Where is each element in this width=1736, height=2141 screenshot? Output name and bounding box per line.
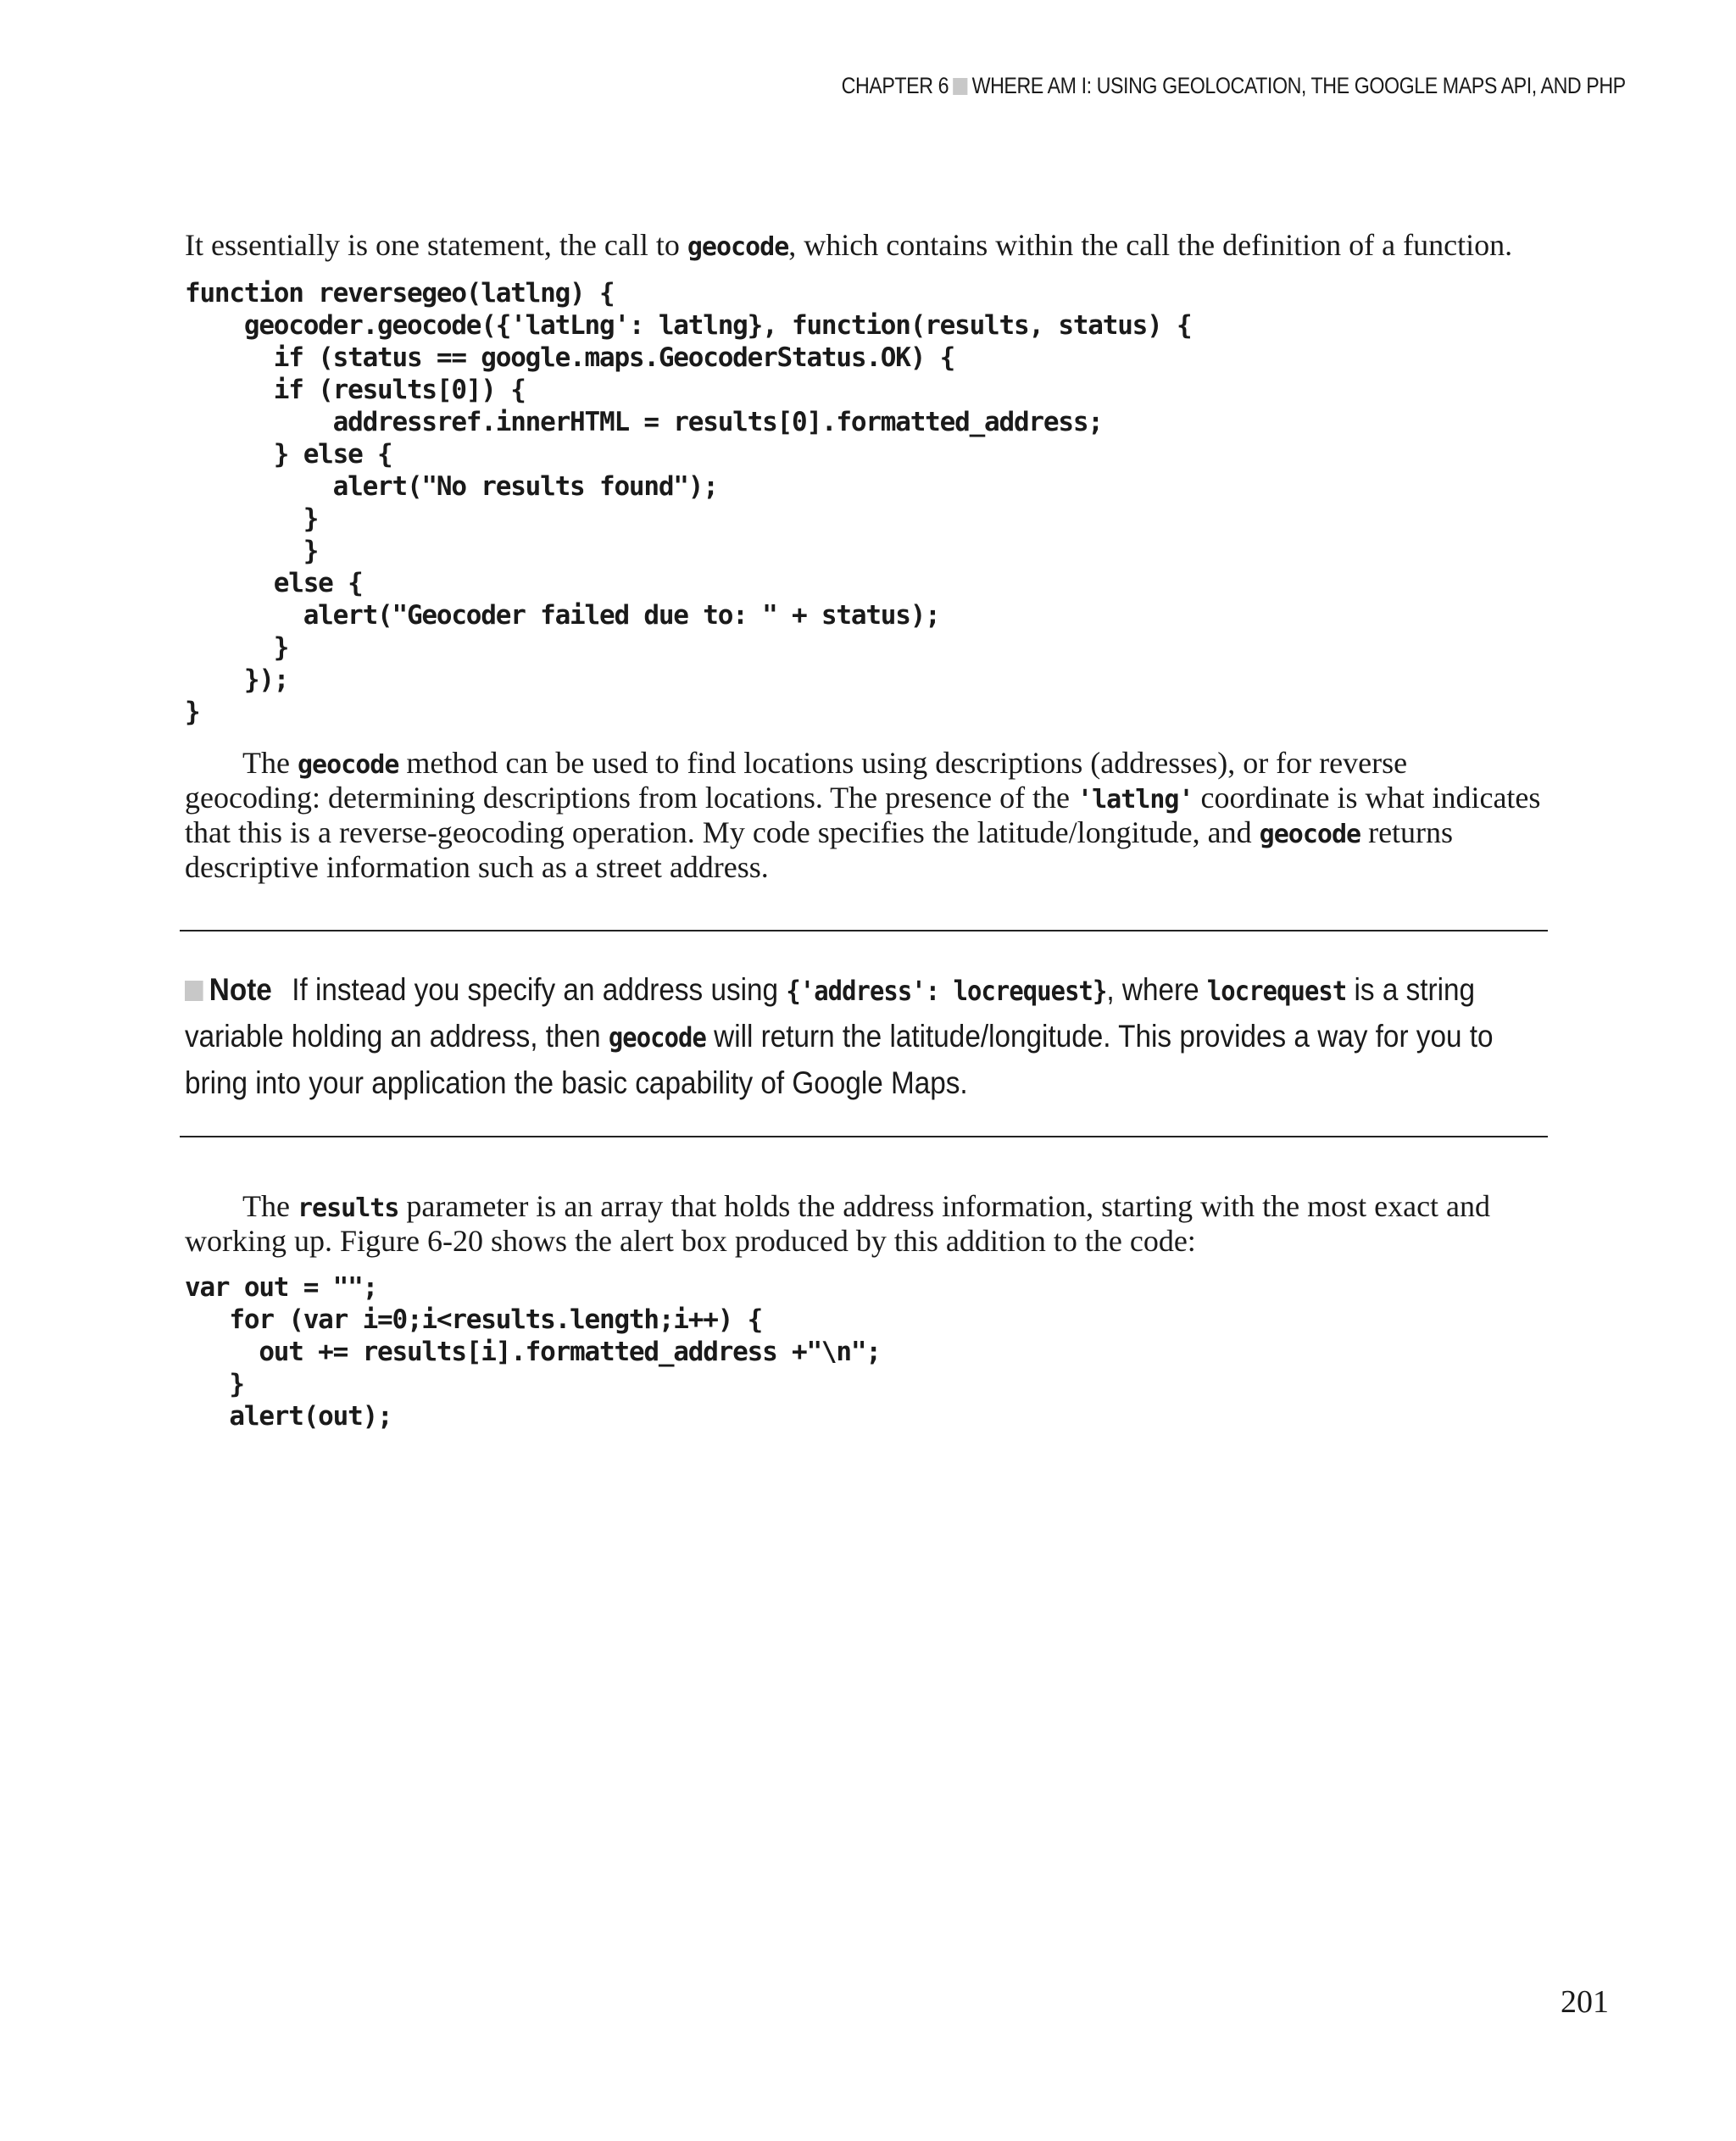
text-run: parameter is an array that holds the address information, starting with the most exact and working up. Figure 6-20 shows the alert box produced by this addition to the code: (185, 1189, 1491, 1258)
inline-code: geocode (1259, 820, 1361, 849)
text-run: , where (1106, 972, 1207, 1007)
code-block-reversegeo: function reversegeo(latlng) { geocoder.geocode({'latLng': latlng}, function(results, status) { if (status == google.maps.GeocoderStatus.OK) { if (results[0]) { addressref.innerHTML = results[0].formatted_address; } else { alert("No results found"); } } else { alert("Geocoder failed due to: " + status); } }); } (185, 278, 1192, 727)
note-square-icon (185, 981, 203, 1001)
running-header (842, 73, 1626, 99)
code-block-alert-loop: var out = ""; for (var i=0;i<results.length;i++) { out += results[i].formatted_address +"\n"; } alert(out); (185, 1272, 881, 1432)
text-run: It essentially is one statement, the call to (185, 228, 687, 262)
text-run: returns descriptive information such as a street address. (185, 815, 1454, 884)
page-content (185, 229, 1550, 1432)
text-run: coordinate is what indicates that this is a reverse-geocoding operation. My code specifies the latitude/longitude, and (185, 781, 1541, 849)
chapter-title: WHERE AM I: USING GEOLOCATION, THE GOOGLE MAPS API, AND PHP (971, 73, 1626, 98)
inline-code: results (297, 1193, 399, 1223)
paragraph-geocode-method (185, 747, 1550, 884)
chapter-label: CHAPTER 6 (841, 73, 949, 98)
page-number: 201 (1561, 1984, 1609, 2020)
note-text (185, 967, 1541, 1105)
text-run: is a string variable holding an address, then (185, 972, 1476, 1054)
paragraph-results (185, 1190, 1550, 1258)
text-run: method can be used to find locations using descriptions (addresses), or for reverse geocoding: determining descriptions from locations. The presence of the (185, 746, 1408, 815)
inline-code: 'latlng' (1077, 785, 1194, 815)
inline-code: geocode (297, 750, 399, 780)
inline-code: {'address': locrequest} (786, 975, 1107, 1007)
inline-code: geocode (608, 1021, 706, 1054)
note-box (180, 930, 1548, 1137)
paragraph-intro (185, 229, 1550, 264)
note-label: Note (209, 972, 272, 1007)
text-run: The (242, 746, 298, 780)
inline-code: geocode (687, 232, 789, 262)
inline-code: locrequest (1206, 975, 1347, 1007)
text-run: If instead you specify an address using (292, 972, 787, 1007)
text-run: The (242, 1189, 298, 1223)
text-run: will return the latitude/longitude. This provides a way for you to bring into your application the basic capability of Google Maps. (185, 1019, 1494, 1100)
separator-square-icon (953, 78, 967, 95)
text-run: , which contains within the call the definition of a function. (788, 228, 1513, 262)
